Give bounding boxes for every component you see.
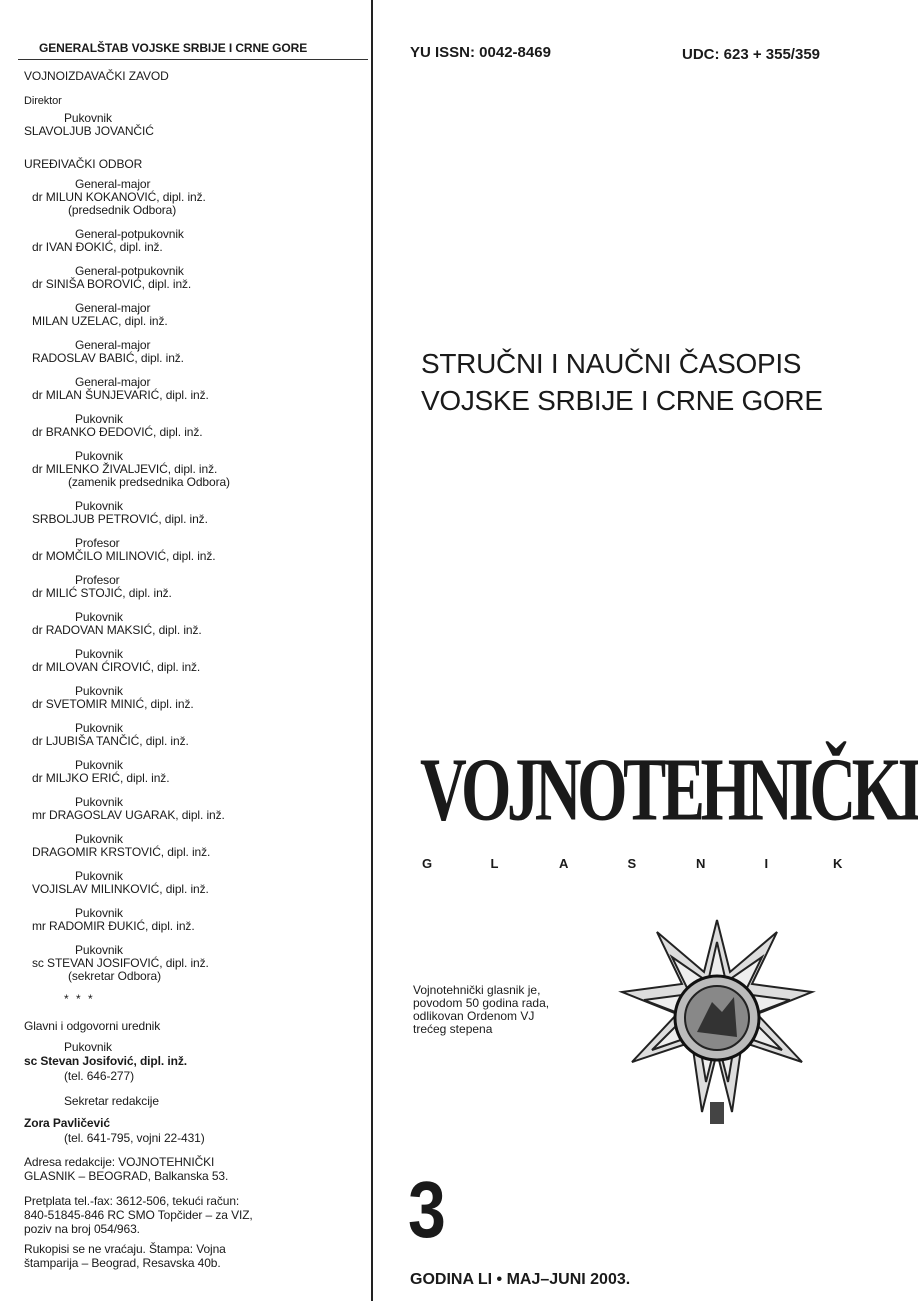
director-title: Direktor xyxy=(24,95,62,107)
publisher: GENERALŠTAB VOJSKE SRBIJE I CRNE GORE xyxy=(39,41,308,55)
board-member-rank: Pukovnik xyxy=(75,499,123,513)
board-member-name: dr RADOVAN MAKSIĆ, dipl. inž. xyxy=(32,623,202,637)
board-member-name: dr LJUBIŠA TANČIĆ, dipl. inž. xyxy=(32,734,189,748)
logo-subtitle-letter: S xyxy=(627,856,637,871)
separator-stars: * * * xyxy=(64,992,95,1006)
logo-subtitle-letter: K xyxy=(833,856,843,871)
logo-subtitle-letter: I xyxy=(764,856,769,871)
chief-editor-title: Glavni i odgovorni urednik xyxy=(24,1019,161,1033)
board-member-role: (zamenik predsednika Odbora) xyxy=(68,475,230,489)
board-member-rank: Pukovnik xyxy=(75,449,123,463)
board-member-name: dr BRANKO ĐEDOVIĆ, dipl. inž. xyxy=(32,425,203,439)
board-member-name: dr SVETOMIR MINIĆ, dipl. inž. xyxy=(32,697,194,711)
board-member-rank: General-major xyxy=(75,301,151,315)
board-member-rank: Pukovnik xyxy=(75,684,123,698)
board-member-name: dr MOMČILO MILINOVIĆ, dipl. inž. xyxy=(32,549,216,563)
board-member-rank: Profesor xyxy=(75,573,120,587)
board-member-name: dr SINIŠA BOROVIĆ, dipl. inž. xyxy=(32,277,192,291)
column-divider xyxy=(371,0,373,1301)
board-member-name: VOJISLAV MILINKOVIĆ, dipl. inž. xyxy=(32,882,209,896)
udc: UDC: 623 + 355/359 xyxy=(682,46,821,63)
logo-subtitle-letter: N xyxy=(696,856,706,871)
board-member-rank: Pukovnik xyxy=(75,758,123,772)
board-member-rank: General-major xyxy=(75,338,151,352)
board-member-rank: Profesor xyxy=(75,536,120,550)
secretary-tel: (tel. 641-795, vojni 22-431) xyxy=(64,1131,205,1145)
board-member-rank: General-potpukovnik xyxy=(75,227,184,241)
board-member-rank: Pukovnik xyxy=(75,721,123,735)
board-member-name: mr RADOMIR ĐUKIĆ, dipl. inž. xyxy=(32,919,195,933)
board-member-rank: Pukovnik xyxy=(75,943,123,957)
board-member-name: dr MILENKO ŽIVALJEVIĆ, dipl. inž. xyxy=(32,462,218,476)
subscription-line-1: Pretplata tel.-fax: 3612-506, tekući račun: xyxy=(24,1194,240,1208)
subscription-line-4: Rukopisi se ne vraćaju. Štampa: Vojna xyxy=(24,1242,226,1256)
director-rank: Pukovnik xyxy=(64,111,112,125)
board-member-role: (sekretar Odbora) xyxy=(68,969,161,983)
board-member-name: RADOSLAV BABIĆ, dipl. inž. xyxy=(32,351,184,365)
board-member-rank: General-potpukovnik xyxy=(75,264,184,278)
board-member-name: SRBOLJUB PETROVIĆ, dipl. inž. xyxy=(32,512,208,526)
subscription-line-3: poziv na broj 054/963. xyxy=(24,1222,140,1236)
board-member-rank: Pukovnik xyxy=(75,647,123,661)
board-title: UREĐIVAČKI ODBOR xyxy=(24,157,143,171)
issue-number: 3 xyxy=(408,1165,446,1254)
award-line-3: odlikovan Ordenom VJ xyxy=(413,1009,535,1023)
board-member-rank: Pukovnik xyxy=(75,795,123,809)
secretary-title: Sekretar redakcije xyxy=(64,1094,159,1108)
masthead-column xyxy=(0,0,370,1301)
logo-subtitle-letter: L xyxy=(490,856,499,871)
board-member-name: dr MILIĆ STOJIĆ, dipl. inž. xyxy=(32,586,172,600)
chief-editor-rank: Pukovnik xyxy=(64,1040,112,1054)
board-member-rank: Pukovnik xyxy=(75,412,123,426)
board-member-name: dr MILUN KOKANOVIĆ, dipl. inž. xyxy=(32,190,206,204)
board-member-name: sc STEVAN JOSIFOVIĆ, dipl. inž. xyxy=(32,956,209,970)
issn: YU ISSN: 0042-8469 xyxy=(410,44,551,61)
board-member-name: dr IVAN ĐOKIĆ, dipl. inž. xyxy=(32,240,163,254)
institute: VOJNOIZDAVAČKI ZAVOD xyxy=(24,69,169,83)
order-medal-icon xyxy=(612,912,822,1132)
board-member-name: DRAGOMIR KRSTOVIĆ, dipl. inž. xyxy=(32,845,211,859)
board-member-name: dr MILOVAN ĆIROVIĆ, dipl. inž. xyxy=(32,660,201,674)
board-member-name: mr DRAGOSLAV UGARAK, dipl. inž. xyxy=(32,808,225,822)
subscription-line-5: štamparija – Beograd, Resavska 40b. xyxy=(24,1256,221,1270)
board-member-rank: General-major xyxy=(75,177,151,191)
logo-subtitle-letter: G xyxy=(422,856,433,871)
date-line: GODINA LI • MAJ–JUNI 2003. xyxy=(410,1271,631,1288)
board-member-rank: Pukovnik xyxy=(75,832,123,846)
board-member-rank: Pukovnik xyxy=(75,869,123,883)
subtitle-line-2: VOJSKE SRBIJE I CRNE GORE xyxy=(421,385,823,416)
address-line-2: GLASNIK – BEOGRAD, Balkanska 53. xyxy=(24,1169,229,1183)
board-member-rank: General-major xyxy=(75,375,151,389)
chief-editor-name: sc Stevan Josifović, dipl. inž. xyxy=(24,1054,187,1068)
director-name: SLAVOLJUB JOVANČIĆ xyxy=(24,124,154,138)
journal-logo: VOJNOTEHNIČKI xyxy=(420,739,918,840)
award-line-1: Vojnotehnički glasnik je, xyxy=(413,983,541,997)
header-rule xyxy=(18,59,368,60)
award-line-2: povodom 50 godina rada, xyxy=(413,996,550,1010)
board-member-name: dr MILAN ŠUNJEVARIĆ, dipl. inž. xyxy=(32,388,209,402)
chief-editor-tel: (tel. 646-277) xyxy=(64,1069,134,1083)
award-line-4: trećeg stepena xyxy=(413,1022,493,1036)
board-member-name: MILAN UZELAC, dipl. inž. xyxy=(32,314,168,328)
subscription-line-2: 840-51845-846 RC SMO Topčider – za VIZ, xyxy=(24,1208,253,1222)
board-member-name: dr MILJKO ERIĆ, dipl. inž. xyxy=(32,771,170,785)
subtitle-line-1: STRUČNI I NAUČNI ČASOPIS xyxy=(421,348,802,379)
board-member-rank: Pukovnik xyxy=(75,906,123,920)
board-member-role: (predsednik Odbora) xyxy=(68,203,177,217)
secretary-name: Zora Pavličević xyxy=(24,1116,110,1130)
board-member-rank: Pukovnik xyxy=(75,610,123,624)
logo-subtitle-letter: A xyxy=(559,856,569,871)
address-line-1: Adresa redakcije: VOJNOTEHNIČKI xyxy=(24,1155,215,1169)
